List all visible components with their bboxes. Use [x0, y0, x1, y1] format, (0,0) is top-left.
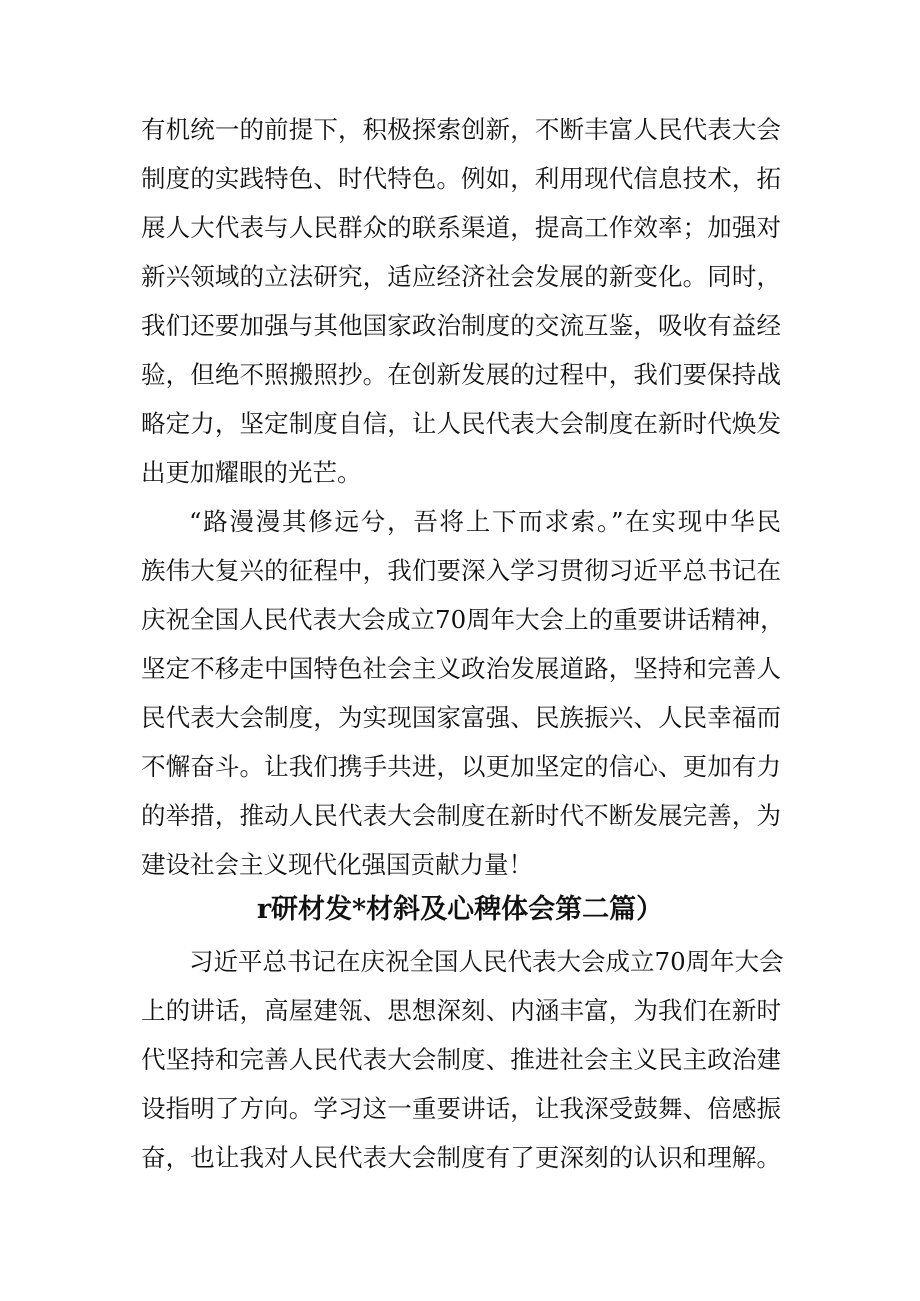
paragraph-3-line-2: 上的讲话，高屋建瓴、思想深刻、内涵丰富，为我们在新时	[141, 996, 781, 1025]
paragraph-2-line-1: “路漫漫其修远兮，吾将上下而求索。”在实现中华民	[189, 507, 781, 536]
paragraph-3-line-4: 设指明了方向。学习这一重要讲话，让我深受鼓舞、倍感振	[141, 1094, 781, 1123]
paragraph-2-line-3: 庆祝全国人民代表大会成立70周年大会上的重要讲话精神，	[141, 605, 785, 634]
paragraph-2-line-6: 不懈奋斗。让我们携手共进，以更加坚定的信心、更加有力	[141, 752, 781, 781]
paragraph-2-line-8: 建设社会主义现代化强国贡献力量！	[141, 850, 533, 879]
paragraph-2-line-5: 民代表大会制度，为实现国家富强、民族振兴、人民幸福而	[141, 703, 781, 732]
paragraph-1-line-7: 略定力，坚定制度自信，让人民代表大会制度在新时代焕发	[141, 409, 781, 438]
paragraph-1-line-2: 制度的实践特色、时代特色。例如，利用现代信息技术，拓	[141, 164, 781, 193]
section-heading: r研材发*材斜及心稗体会第二篇）	[256, 894, 664, 925]
paragraph-3-line-5: 奋，也让我对人民代表大会制度有了更深刻的认识和理解。	[141, 1143, 781, 1172]
paragraph-1-line-3: 展人大代表与人民群众的联系渠道，提高工作效率；加强对	[141, 213, 781, 242]
paragraph-3-line-1: 习近平总书记在庆祝全国人民代表大会成立70周年大会	[189, 947, 784, 976]
paragraph-1-line-8: 出更加耀眼的光芒。	[141, 458, 362, 487]
paragraph-2-line-4: 坚定不移走中国特色社会主义政治发展道路，坚持和完善人	[141, 654, 781, 683]
paragraph-1-line-6: 验，但绝不照搬照抄。在创新发展的过程中，我们要保持战	[141, 360, 781, 389]
paragraph-1-line-4: 新兴领域的立法研究，适应经济社会发展的新变化。同时，	[141, 262, 781, 291]
paragraph-3-line-3: 代坚持和完善人民代表大会制度、推进社会主义民主政治建	[141, 1045, 781, 1074]
paragraph-1-line-1: 有机统一的前提下，积极探索创新，不断丰富人民代表大会	[141, 115, 781, 144]
paragraph-2-line-2: 族伟大复兴的征程中，我们要深入学习贯彻习近平总书记在	[141, 556, 781, 585]
paragraph-1-line-5: 我们还要加强与其他国家政治制度的交流互鉴，吸收有益经	[141, 311, 781, 340]
paragraph-2-line-7: 的举措，推动人民代表大会制度在新时代不断发展完善，为	[141, 801, 781, 830]
